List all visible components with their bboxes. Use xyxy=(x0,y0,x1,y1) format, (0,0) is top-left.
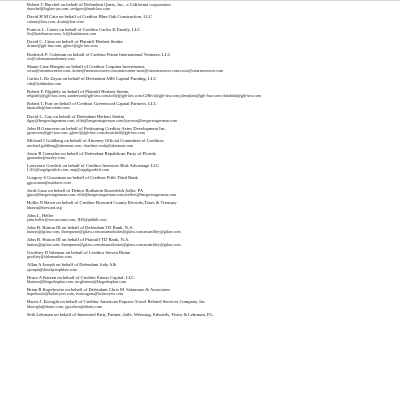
email-address: hkoroglu@shutts.com, jgoodwin@shutts.com xyxy=(27,304,103,309)
list-item xyxy=(27,188,386,198)
party-name: Roderick F. Coleman on behalf of Creditor Prime International Ventures, LLC xyxy=(27,51,171,57)
party-name: Jason B Gonzalez on behalf of Defendant Republican Party of Florida xyxy=(27,150,156,156)
email-address: jguso@bergersingerman.com, efile@bergersingerman.com;fsellers@bergersingerman.com xyxy=(27,193,176,198)
email-address: john.heller@wecarcount.com, JH3@jnhlhlt.com xyxy=(27,217,107,222)
email-address: flc@katzbarron.com, lcf@katzbarron.com xyxy=(27,32,97,37)
party-name: Lawrence Gordich on behalf of Creditor Investors Risk Advantage LLC xyxy=(27,163,160,169)
email-address: LAG@segalgordich.com, emj@segalgordich.com xyxy=(27,168,110,173)
email-address: ggrossman@astidavis.com xyxy=(27,180,71,185)
party-name: David C. Cimo on behalf of Plaintiff Herbert Stettin xyxy=(27,39,123,45)
list-item xyxy=(27,262,386,272)
list-item xyxy=(27,39,386,49)
list-item xyxy=(27,299,386,309)
list-item xyxy=(27,76,386,86)
party-name: Carlos L De Zayas on behalf of Defendant ABS Capital Funding, LLC xyxy=(27,76,157,82)
list-item xyxy=(27,312,386,317)
list-item xyxy=(27,275,386,285)
list-item xyxy=(27,151,386,161)
party-name: Hollie N Hawn on behalf of Creditor Broward County Records,Taxes & Treasury xyxy=(27,200,177,206)
email-address: michael.goldberg@akerman.com, charlene.cerda@akerman.com xyxy=(27,143,134,148)
list-item xyxy=(27,89,386,99)
list-item xyxy=(27,27,386,37)
list-item xyxy=(27,175,386,185)
page-top-edge xyxy=(0,0,400,1)
list-item xyxy=(27,225,386,235)
email-address: dgay@bergersingerman.com, efile@bergersingerman.com;lyaversa@bergersingerman.com xyxy=(27,118,177,123)
email-address: kopelowitz@kolawyers.com, leaircagons@kolawyers.com xyxy=(27,292,124,297)
party-name: John H Genovese on behalf of Petitioning Creditor Aztec Development Inc. xyxy=(27,125,167,131)
email-address: ajoseph@davidjosephlaw.com xyxy=(27,267,77,272)
list-item xyxy=(27,237,386,247)
email-address: huttonj@gtlaw.com, thompsone@gtlaw.com;miamidocket@gtlaw.com;mianfiley@gtlaw.com xyxy=(27,242,181,247)
email-address: bnasralla@furrcohen.com xyxy=(27,106,70,111)
list-item xyxy=(27,200,386,210)
service-list xyxy=(27,2,386,317)
party-name: Brian R Kopelowitz on behalf of Defendant Chris M. Salamone & Associates xyxy=(27,286,170,292)
party-name: Michael I Goldberg on behalf of Attorney Official Committee of Creditors xyxy=(27,138,164,144)
list-item xyxy=(27,126,386,136)
list-item xyxy=(27,213,386,223)
list-item xyxy=(27,250,386,260)
list-item xyxy=(27,64,386,74)
party-name: John B. Hutton III on behalf of Defendant TD Bank, N.A. xyxy=(27,225,134,231)
party-name: Jordi Guso on behalf of Debtor Rothstein Rosenfeldt Adler, PA xyxy=(27,187,144,193)
email-address: cainas@fasr.com, dcain@fasr.com xyxy=(27,19,84,24)
list-item xyxy=(27,52,386,62)
email-address: hhawn@broward.org xyxy=(27,205,62,210)
list-item xyxy=(27,114,386,124)
list-item xyxy=(27,138,386,148)
party-name: Francis L. Carter on behalf of Creditor Carlos K Family, LLC xyxy=(27,26,141,32)
email-address: rfc@colemansmahomey.com xyxy=(27,56,75,61)
party-name: Harris J. Koroglu on behalf of Creditor American Express Travel Related Services Company, Inc. xyxy=(27,299,207,305)
party-name: David L. Gay on behalf of Defendant Herbert Stettin xyxy=(27,113,125,119)
email-address: dcimo@gjb-law.com, gjbecf@gjb-law.com xyxy=(27,44,98,49)
party-name: Robert C Burchel on behalf of Defendant Qnets, Inc., a California corporation xyxy=(27,2,171,7)
party-name: John L. Heller xyxy=(27,212,54,218)
email-address: huttonj@gtlaw.com, thompsone@gtlaw.com;miamidocket@gtlaw.com;mianfiley@gtlaw.com xyxy=(27,230,181,235)
email-address: scruz@stearnsweaver.com, kotter@stearnsweaver.com;mmesones-mori@stearnsweaver.com;rross@stearnsweaver.com xyxy=(27,69,224,74)
list-item xyxy=(27,2,386,12)
party-name: Allan A Joseph on behalf of Defendant Jody Alb xyxy=(27,262,117,268)
party-name: Robert C Furr on behalf of Creditor Greenwood Capital Partners, LLC xyxy=(27,101,157,107)
party-name: Seth Lehrman on behalf of Interested Party Farmer, Jaffe, Weissing, Edwards, Fistos & Lehrman, P.L. xyxy=(27,311,215,317)
party-name: John B. Hutton III on behalf of Plaintiff TD Bank, N.A. xyxy=(27,237,130,243)
email-address: relgidely@gjb-law.com, sanderson@gjb-law.com;kolly@gjb-law.com;GJBecf@gjb-law.com;jdeopkins@gjb-law.com;vlambdin@gjb-law.com xyxy=(27,94,262,99)
email-address: jgenovese@gjb-law.com, gjbecf@gjb-law.com;dwatchell@gjb-law.com xyxy=(27,131,145,136)
party-name: Bruce A Katzen on behalf of Creditor Emess Capital, LLC xyxy=(27,274,135,280)
list-item xyxy=(27,14,386,24)
party-name: David H M Cain on behalf of Creditor Blue Oak Construction, LLC xyxy=(27,14,153,20)
party-name: Robert F. Elgidely on behalf of Plaintiff Herbert Stettin xyxy=(27,88,129,94)
list-item xyxy=(27,163,386,173)
list-item xyxy=(27,287,386,297)
email-address: jgonzalez@ausley.com xyxy=(27,155,65,160)
email-address: bkatzen@klugerkaplan.com, mcglennen@klugerkaplan.com xyxy=(27,279,127,284)
email-address: cdz@lyddanlaw.com xyxy=(27,81,62,86)
party-name: Geoffrey D Ittleman on behalf of Creditor Steven Bittan xyxy=(27,249,131,255)
email-address: geoffrey@ittlemanlaw.com xyxy=(27,255,72,260)
email-address: rburchel@lsglaw-ps.com, sredgers@mnk-law.com xyxy=(27,7,110,12)
party-name: Gregory S Grossman on behalf of Creditor Fifth Third Bank xyxy=(27,175,138,181)
list-item xyxy=(27,101,386,111)
party-name: Shaun Cruz-Bengini on behalf of Creditor Coquina Investments xyxy=(27,63,145,69)
